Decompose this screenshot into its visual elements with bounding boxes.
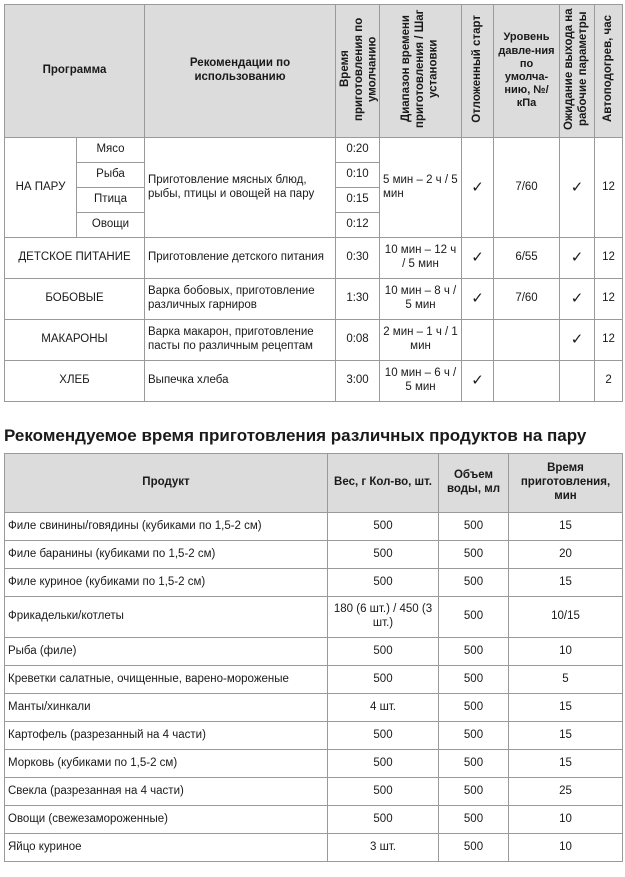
- table-row: [5, 320, 623, 361]
- header-time: Время приготовления, мин: [509, 454, 623, 513]
- table-row: [5, 513, 623, 541]
- water-value: 500: [439, 722, 509, 750]
- autoheat-value: 12: [595, 138, 623, 238]
- table-row: [5, 541, 623, 569]
- autoheat-value: 2: [595, 361, 623, 402]
- product-name: Морковь (кубиками по 1,5-2 см): [5, 750, 328, 778]
- water-value: 500: [439, 694, 509, 722]
- header-pressure: Уровень давле-ния по умолча-нию, №/ кПа: [494, 5, 560, 138]
- water-value: 500: [439, 569, 509, 597]
- time-value: 5: [509, 666, 623, 694]
- weight-value: 500: [328, 513, 439, 541]
- recommend-text: Выпечка хлеба: [145, 361, 336, 402]
- recommend-text: Варка бобовых, приготовление различных гарниров: [145, 279, 336, 320]
- program-name: БОБОВЫЕ: [5, 279, 145, 320]
- weight-value: 500: [328, 638, 439, 666]
- check-icon: ✓: [462, 138, 494, 238]
- check-icon: ✓: [560, 279, 595, 320]
- pressure-value: 7/60: [494, 279, 560, 320]
- header-product: Продукт: [5, 454, 328, 513]
- product-name: Филе баранины (кубиками по 1,5-2 см): [5, 541, 328, 569]
- time-range: 10 мин – 12 ч / 5 мин: [380, 238, 462, 279]
- default-time: 0:20: [336, 138, 380, 163]
- weight-value: 500: [328, 666, 439, 694]
- water-value: 500: [439, 666, 509, 694]
- time-value: 10: [509, 638, 623, 666]
- water-value: 500: [439, 750, 509, 778]
- table-row: [5, 597, 623, 638]
- product-name: Креветки салатные, очищенные, варено-мороженые: [5, 666, 328, 694]
- product-name: Яйцо куриное: [5, 834, 328, 862]
- check-icon: [560, 361, 595, 402]
- time-value: 15: [509, 513, 623, 541]
- table-row: [5, 279, 623, 320]
- product-name: Овощи (свежезамороженные): [5, 806, 328, 834]
- header-weight: Вес, г Кол-во, шт.: [328, 454, 439, 513]
- autoheat-value: 12: [595, 320, 623, 361]
- check-icon: ✓: [560, 238, 595, 279]
- table-row: [5, 666, 623, 694]
- header-recommend: Рекомендации по использованию: [145, 5, 336, 138]
- header-water: Объем воды, мл: [439, 454, 509, 513]
- recommend-text: Приготовление мясных блюд, рыбы, птицы и овощей на пару: [145, 138, 336, 238]
- weight-value: 500: [328, 750, 439, 778]
- product-name: Фрикадельки/котлеты: [5, 597, 328, 638]
- table-row: [5, 694, 623, 722]
- recommend-text: Варка макарон, приготовление пасты по различным рецептам: [145, 320, 336, 361]
- program-name: МАКАРОНЫ: [5, 320, 145, 361]
- time-range: 2 мин – 1 ч / 1 мин: [380, 320, 462, 361]
- pressure-value: [494, 361, 560, 402]
- time-value: 10: [509, 806, 623, 834]
- table-row: [5, 569, 623, 597]
- water-value: 500: [439, 513, 509, 541]
- time-value: 10/15: [509, 597, 623, 638]
- sub-program: Овощи: [77, 213, 145, 238]
- product-name: Филе свинины/говядины (кубиками по 1,5-2 см): [5, 513, 328, 541]
- sub-program: Мясо: [77, 138, 145, 163]
- recommend-text: Приготовление детского питания: [145, 238, 336, 279]
- weight-value: 3 шт.: [328, 834, 439, 862]
- time-value: 25: [509, 778, 623, 806]
- sub-program: Рыба: [77, 163, 145, 188]
- check-icon: ✓: [560, 138, 595, 238]
- default-time: 3:00: [336, 361, 380, 402]
- check-icon: ✓: [560, 320, 595, 361]
- program-name: НА ПАРУ: [5, 138, 77, 238]
- weight-value: 4 шт.: [328, 694, 439, 722]
- check-icon: ✓: [462, 238, 494, 279]
- table-row: [5, 834, 623, 862]
- product-name: Филе куриное (кубиками по 1,5-2 см): [5, 569, 328, 597]
- water-value: 500: [439, 541, 509, 569]
- pressure-value: [494, 320, 560, 361]
- pressure-value: 6/55: [494, 238, 560, 279]
- weight-value: 500: [328, 722, 439, 750]
- water-value: 500: [439, 638, 509, 666]
- time-value: 15: [509, 722, 623, 750]
- time-value: 10: [509, 834, 623, 862]
- default-time: 0:12: [336, 213, 380, 238]
- steam-times-table: [4, 453, 623, 862]
- section-title: Рекомендуемое время приготовления различных продуктов на пару: [4, 426, 587, 445]
- water-value: 500: [439, 597, 509, 638]
- weight-value: 500: [328, 541, 439, 569]
- table-row: [5, 361, 623, 402]
- check-icon: ✓: [462, 361, 494, 402]
- sub-program: Птица: [77, 188, 145, 213]
- time-value: 20: [509, 541, 623, 569]
- time-range: 10 мин – 6 ч / 5 мин: [380, 361, 462, 402]
- header-default-time: Время приготовления по умолчанию: [336, 5, 380, 138]
- time-range: 5 мин – 2 ч / 5 мин: [380, 138, 462, 238]
- weight-value: 500: [328, 778, 439, 806]
- header-waiting: Ожидание выхода на рабочие параметры: [560, 5, 595, 138]
- product-name: Свекла (разрезанная на 4 части): [5, 778, 328, 806]
- program-name: ХЛЕБ: [5, 361, 145, 402]
- table-row: [5, 238, 623, 279]
- program-name: ДЕТСКОЕ ПИТАНИЕ: [5, 238, 145, 279]
- weight-value: 500: [328, 806, 439, 834]
- check-icon: [462, 320, 494, 361]
- table-row: [5, 806, 623, 834]
- water-value: 500: [439, 778, 509, 806]
- table-row: [5, 778, 623, 806]
- product-name: Картофель (разрезанный на 4 части): [5, 722, 328, 750]
- time-value: 15: [509, 750, 623, 778]
- water-value: 500: [439, 834, 509, 862]
- weight-value: 500: [328, 569, 439, 597]
- table-row: [5, 138, 623, 163]
- product-name: Рыба (филе): [5, 638, 328, 666]
- header-delayed: Отложенный старт: [462, 5, 494, 138]
- check-icon: ✓: [462, 279, 494, 320]
- autoheat-value: 12: [595, 238, 623, 279]
- default-time: 0:15: [336, 188, 380, 213]
- time-range: 10 мин – 8 ч / 5 мин: [380, 279, 462, 320]
- weight-value: 180 (6 шт.) / 450 (3 шт.): [328, 597, 439, 638]
- header-autoheat: Автоподогрев, час: [595, 5, 623, 138]
- time-value: 15: [509, 569, 623, 597]
- default-time: 1:30: [336, 279, 380, 320]
- water-value: 500: [439, 806, 509, 834]
- pressure-value: 7/60: [494, 138, 560, 238]
- programs-table: [4, 4, 623, 402]
- header-range: Диапазон времени приготовления / Шаг установки: [380, 5, 462, 138]
- time-value: 15: [509, 694, 623, 722]
- product-name: Манты/хинкали: [5, 694, 328, 722]
- default-time: 0:10: [336, 163, 380, 188]
- default-time: 0:30: [336, 238, 380, 279]
- table-row: [5, 750, 623, 778]
- autoheat-value: 12: [595, 279, 623, 320]
- table-row: [5, 638, 623, 666]
- default-time: 0:08: [336, 320, 380, 361]
- header-program: Программа: [5, 5, 145, 138]
- table-row: [5, 722, 623, 750]
